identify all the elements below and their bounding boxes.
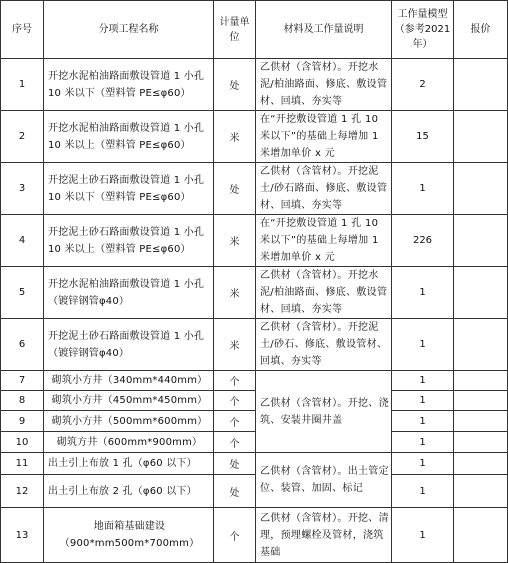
table-row: [1, 411, 508, 432]
cell-price: [454, 59, 508, 111]
cell-seq: 9: [1, 411, 44, 432]
cell-price: [454, 163, 508, 215]
cell-unit: 个: [214, 432, 256, 453]
cell-unit: 处: [214, 59, 256, 111]
cell-item: 开挖水泥柏油路面敷设管道 1 小孔 10 米以上（塑料管 PE≤φ60）: [44, 111, 214, 163]
cell-desc: 乙供材（含管材）。开挖、浇筑、安装井圈井盖: [256, 371, 392, 453]
cell-seq: 12: [1, 475, 44, 508]
cell-price: [454, 453, 508, 475]
cell-item: 出土引上布放 2 孔（φ60 以下）: [44, 475, 214, 508]
table-row: [1, 267, 508, 319]
cell-unit: 个: [214, 411, 256, 432]
cell-seq: 1: [1, 59, 44, 111]
cell-item: 开挖水泥柏油路面敷设管道 1 小孔 10 米以下（塑料管 PE≤φ60）: [44, 59, 214, 111]
cell-price: [454, 391, 508, 411]
cell-desc: 在“开挖敷设管道 1 孔 10 米以下”的基础上每增加 1 米增加单价 x 元: [256, 111, 392, 163]
header-row: [1, 1, 508, 59]
cell-seq: 7: [1, 371, 44, 391]
cell-seq: 10: [1, 432, 44, 453]
cell-workload: 226: [392, 215, 454, 267]
table-row: [1, 432, 508, 453]
cell-desc: 乙供材（含管材）。开挖水泥/柏油路面、修底、敷设管材、回填、夯实等: [256, 267, 392, 319]
cell-seq: 8: [1, 391, 44, 411]
cell-workload: 1: [392, 432, 454, 453]
cell-unit: 米: [214, 111, 256, 163]
cell-item: 地面箱基础建设（900*mm500m*700mm）: [44, 508, 214, 563]
cell-unit: 个: [214, 391, 256, 411]
cell-workload: 2: [392, 59, 454, 111]
cell-item: 开挖泥土砂石路面敷设管道 1 小孔 10 米以下（塑料管 PE≤φ60）: [44, 163, 214, 215]
cell-seq: 3: [1, 163, 44, 215]
cell-item: 砌筑小方井（340mm*440mm）: [44, 371, 214, 391]
table-row: [1, 371, 508, 391]
cell-workload: 1: [392, 453, 454, 475]
cell-seq: 5: [1, 267, 44, 319]
table-row: [1, 508, 508, 563]
cell-desc: 乙供材（含管材）。开挖泥土/砂石、修底、敷设管材、回填、夯实等: [256, 319, 392, 371]
cell-workload: 1: [392, 267, 454, 319]
cell-seq: 11: [1, 453, 44, 475]
cell-seq: 4: [1, 215, 44, 267]
cell-workload: 1: [392, 475, 454, 508]
cell-desc: 乙供材（含管材）。开挖水泥/柏油路面、修底、敷设管材、回填、夯实等: [256, 59, 392, 111]
cell-desc: 在“开挖敷设管道 1 孔 10 米以下”的基础上每增加 1 米增加单价 x 元: [256, 215, 392, 267]
cell-seq: 13: [1, 508, 44, 563]
col-header-item: 分项工程名称: [44, 1, 214, 59]
cell-unit: 个: [214, 508, 256, 563]
cell-price: [454, 215, 508, 267]
cell-item: 开挖泥土砂石路面敷设管道 1 小孔（镀锌钢管φ40）: [44, 319, 214, 371]
cell-unit: 米: [214, 267, 256, 319]
col-header-price: 报价: [454, 1, 508, 59]
cell-price: [454, 508, 508, 563]
cell-unit: 米: [214, 215, 256, 267]
cell-workload: 1: [392, 319, 454, 371]
cell-unit: 米: [214, 319, 256, 371]
table-row: [1, 59, 508, 111]
cell-item: 开挖水泥柏油路面敷设管道 1 小孔（镀锌钢管φ40）: [44, 267, 214, 319]
table-row: [1, 391, 508, 411]
cell-item: 砌筑方井（600mm*900mm）: [44, 432, 214, 453]
cell-desc: 乙供材（含管材）。开挖泥土/砂石路面、修底、敷设管材、回填、夯实等: [256, 163, 392, 215]
col-header-unit: 计量单位: [214, 1, 256, 59]
col-header-desc: 材料及工作量说明: [256, 1, 392, 59]
cell-price: [454, 371, 508, 391]
cell-item: 出土引上布放 1 孔（φ60 以下）: [44, 453, 214, 475]
cell-price: [454, 111, 508, 163]
cell-item: 开挖泥土砂石路面敷设管道 1 小孔 10 米以上（塑料管 PE≤φ60）: [44, 215, 214, 267]
table-row: [1, 215, 508, 267]
cell-price: [454, 319, 508, 371]
cell-price: [454, 432, 508, 453]
cell-unit: 个: [214, 371, 256, 391]
table-row: [1, 475, 508, 508]
cell-desc: 乙供材（含管材）。开挖、清理，预埋螺栓及管材，浇筑基础: [256, 508, 392, 563]
table-row: [1, 453, 508, 475]
cell-desc: 乙供材（含管材）。出土管定位、装管、加固、标记: [256, 453, 392, 508]
cell-item: 砌筑小方井（450mm*450mm）: [44, 391, 214, 411]
table-row: [1, 111, 508, 163]
cell-workload: 15: [392, 111, 454, 163]
cell-unit: 处: [214, 453, 256, 475]
cell-workload: 1: [392, 508, 454, 563]
cell-workload: 1: [392, 391, 454, 411]
cell-price: [454, 267, 508, 319]
cell-price: [454, 411, 508, 432]
col-header-workload: 工作量模型（参考2021年）: [392, 1, 454, 59]
cell-workload: 1: [392, 371, 454, 391]
col-header-seq: 序号: [1, 1, 44, 59]
cell-price: [454, 475, 508, 508]
table-row: [1, 319, 508, 371]
cell-unit: 处: [214, 475, 256, 508]
cell-workload: 1: [392, 163, 454, 215]
cell-item: 砌筑小方井（500mm*600mm）: [44, 411, 214, 432]
cell-seq: 2: [1, 111, 44, 163]
table-row: [1, 163, 508, 215]
cell-workload: 1: [392, 411, 454, 432]
cell-unit: 处: [214, 163, 256, 215]
cell-seq: 6: [1, 319, 44, 371]
